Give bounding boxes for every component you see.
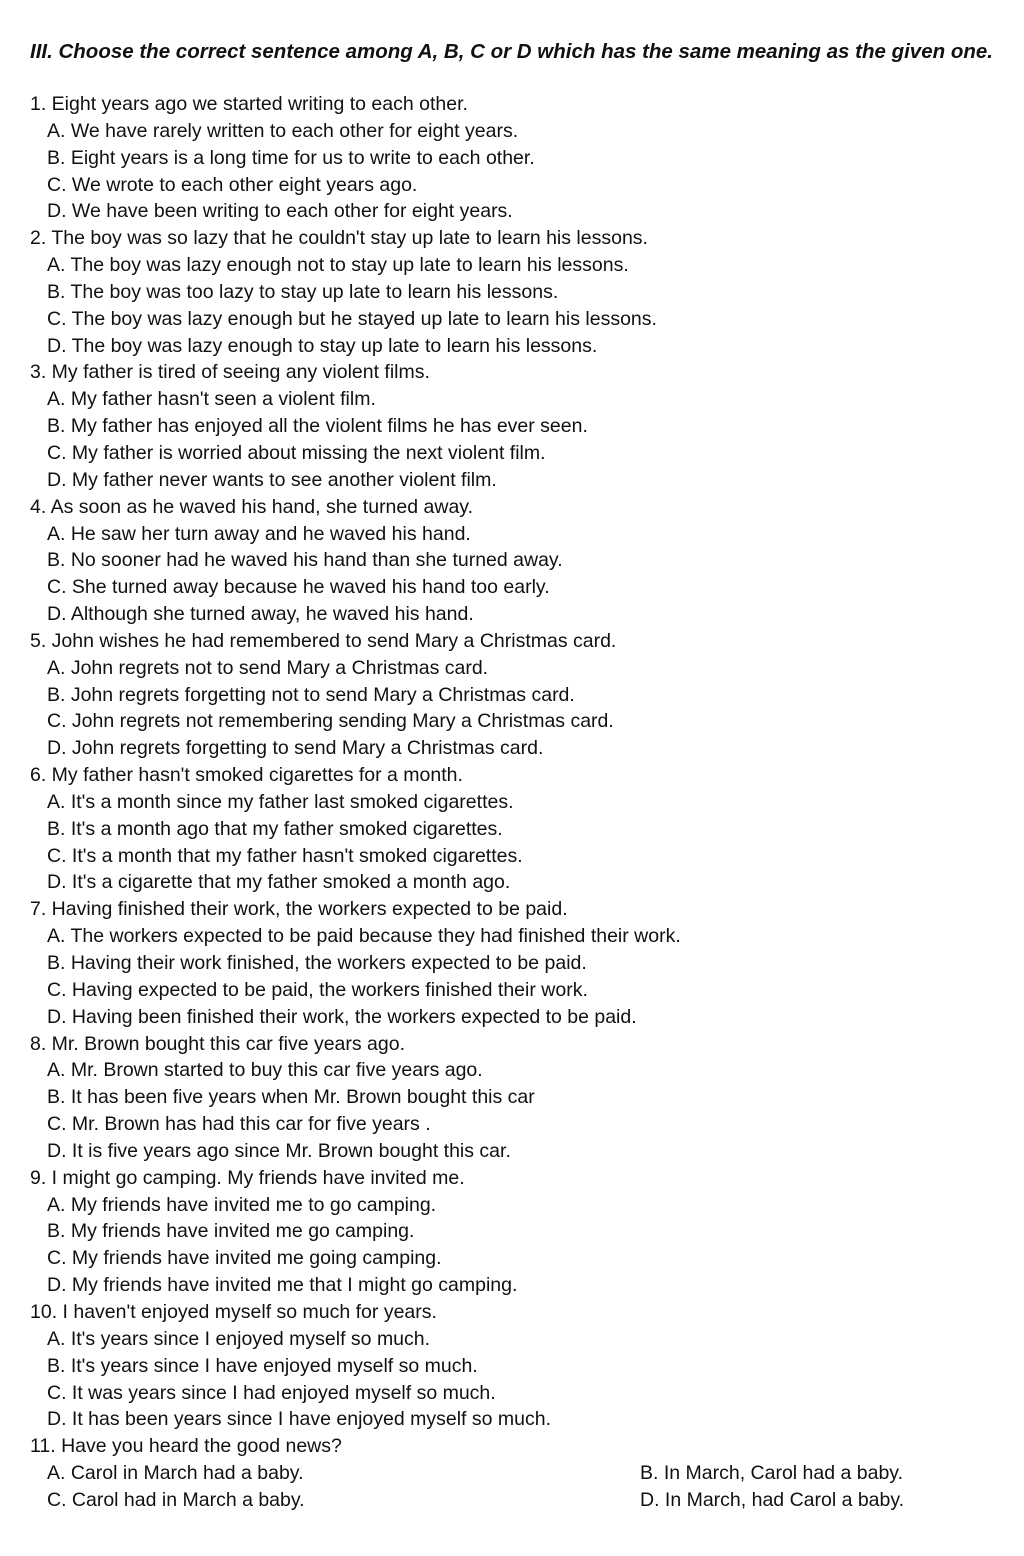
option-b: B. No sooner had he waved his hand than she turned away.	[47, 549, 563, 572]
option-d: D. My father never wants to see another violent film.	[47, 468, 497, 491]
option-d: D. It's a cigarette that my father smoked a month ago.	[47, 871, 511, 894]
option-row	[30, 1487, 990, 1514]
option-a: A. John regrets not to send Mary a Christmas card.	[47, 656, 489, 679]
option-d: D. We have been writing to each other for eight years.	[47, 200, 513, 223]
option-d: D. Having been finished their work, the workers expected to be paid.	[47, 1005, 637, 1028]
question-stem: 2. The boy was so lazy that he couldn't stay up late to learn his lessons.	[30, 227, 648, 250]
option-b: B. Having their work finished, the workers expected to be paid.	[47, 952, 587, 974]
option-a: A. Mr. Brown started to buy this car five years ago.	[47, 1059, 483, 1082]
option-b: B. Eight years is a long time for us to write to each other.	[47, 146, 535, 169]
option-d: D. My friends have invited me that I might go camping.	[47, 1274, 518, 1297]
question-stem: 4. As soon as he waved his hand, she turned away.	[30, 495, 474, 518]
option-c: C. It was years since I had enjoyed myself so much.	[47, 1381, 496, 1404]
question-stem: 8. Mr. Brown bought this car five years ago.	[30, 1032, 406, 1055]
option-d: D. It has been years since I have enjoyed myself so much.	[47, 1408, 552, 1431]
question-stem: 9. I might go camping. My friends have invited me.	[30, 1166, 465, 1189]
option-b: B. John regrets forgetting not to send Mary a Christmas card.	[47, 683, 575, 706]
option-b: B. It's a month ago that my father smoked cigarettes.	[47, 817, 503, 840]
option-a: A. It's a month since my father last smoked cigarettes.	[47, 790, 514, 813]
option-c: C. She turned away because he waved his hand too early.	[47, 576, 550, 599]
question-stem: 11. Have you heard the good news?	[30, 1435, 342, 1458]
option-b: B. In March, Carol had a baby.	[640, 1462, 904, 1485]
option-b: B. It has been five years when Mr. Brown bought this car	[47, 1086, 535, 1109]
option-a: A. It's years since I enjoyed myself so much.	[47, 1327, 431, 1350]
option-c: C. My friends have invited me going camping.	[47, 1247, 442, 1270]
option-c: C. It's a month that my father hasn't smoked cigarettes.	[47, 844, 523, 867]
option-b: B. My friends have invited me go camping.	[47, 1220, 415, 1243]
option-b: B. It's years since I have enjoyed myself so much.	[47, 1354, 478, 1377]
option-c: C. We wrote to each other eight years ago.	[47, 173, 418, 196]
option-d: D. Although she turned away, he waved his hand.	[47, 603, 474, 626]
option-a: A. My friends have invited me to go camping.	[47, 1193, 437, 1216]
option-c: C. My father is worried about missing the next violent film.	[47, 441, 546, 464]
option-a: A. The boy was lazy enough not to stay up late to learn his lessons.	[47, 254, 629, 277]
option-c: C. Carol had in March a baby.	[47, 1488, 305, 1511]
question-list	[30, 91, 990, 1514]
question-stem: 1. Eight years ago we started writing to each other.	[30, 93, 468, 115]
option-c: C. Mr. Brown has had this car for five years .	[47, 1113, 431, 1136]
option-row	[30, 1460, 990, 1487]
option-b: B. My father has enjoyed all the violent films he has ever seen.	[47, 415, 588, 438]
question-stem: 6. My father hasn't smoked cigarettes for a month.	[30, 764, 463, 787]
question-10	[30, 1299, 990, 1433]
question-4	[30, 494, 990, 628]
question-3	[30, 359, 990, 493]
option-d: D. It is five years ago since Mr. Brown bought this car.	[47, 1139, 511, 1162]
question-11	[30, 1433, 990, 1514]
option-b: B. The boy was too lazy to stay up late to learn his lessons.	[47, 280, 559, 303]
option-a: A. The workers expected to be paid because they had finished their work.	[47, 925, 681, 948]
question-1	[30, 91, 990, 225]
question-6	[30, 762, 990, 896]
option-d: D. The boy was lazy enough to stay up late to learn his lessons.	[47, 334, 598, 357]
question-stem: 10. I haven't enjoyed myself so much for years.	[30, 1300, 437, 1323]
question-9	[30, 1165, 990, 1299]
option-a: A. We have rarely written to each other for eight years.	[47, 119, 519, 142]
question-8	[30, 1031, 990, 1165]
option-c: C. Having expected to be paid, the workers finished their work.	[47, 978, 588, 1001]
option-c: C. The boy was lazy enough but he stayed up late to learn his lessons.	[47, 307, 657, 330]
option-a: A. My father hasn't seen a violent film.	[47, 388, 376, 411]
question-stem: 5. John wishes he had remembered to send Mary a Christmas card.	[30, 629, 617, 652]
question-2	[30, 225, 990, 359]
question-stem: 7. Having finished their work, the workers expected to be paid.	[30, 898, 568, 921]
option-d: D. John regrets forgetting to send Mary a Christmas card.	[47, 737, 544, 760]
section-heading: III. Choose the correct sentence among A, B, C or D which has the same meaning as the given one.	[30, 40, 993, 63]
question-stem: 3. My father is tired of seeing any violent films.	[30, 361, 430, 384]
option-a: A. Carol in March had a baby.	[47, 1462, 304, 1485]
question-5	[30, 628, 990, 762]
option-c: C. John regrets not remembering sending Mary a Christmas card.	[47, 710, 614, 733]
option-d: D. In March, had Carol a baby.	[640, 1488, 905, 1511]
question-7	[30, 896, 990, 1030]
option-a: A. He saw her turn away and he waved his hand.	[47, 522, 471, 545]
